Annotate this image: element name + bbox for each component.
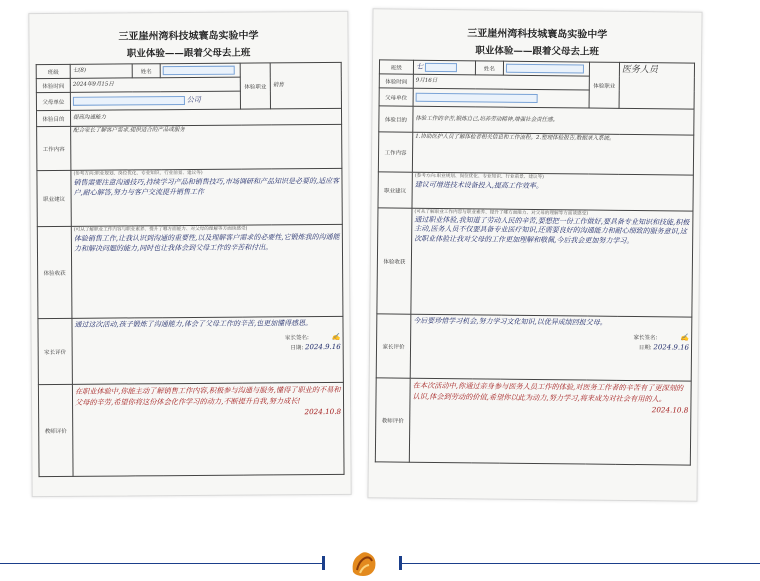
divider-right (402, 563, 760, 564)
advice-cell (71, 168, 342, 226)
job-label: 体验职业 (240, 63, 270, 109)
teacher-date-value: 2024.10.8 (304, 407, 342, 417)
feeling-cell (411, 208, 693, 317)
advice-label: 职业建议 (37, 170, 71, 226)
form-table (375, 59, 695, 465)
feeling-value: 通过职业体验,我知道了劳动人民的辛苦,要想把一份工作做好,要具备专业知识和技能,积极主动,医务人员不仅要具备专业医疗知识,还需要良好的沟通能力和耐心细致的服务意识,这次职业体验让我对父母的工作更加理解和敬佩,今后我会更加努力学习。 (414, 215, 690, 245)
teacher-comment-cell (409, 378, 691, 465)
parent-unit-value: 公司 (70, 91, 240, 110)
goal-value: 体验工作的辛苦,锻炼自己,培养劳动精神,增强社会责任感。 (413, 106, 694, 135)
class-value: 七(8) (70, 64, 132, 78)
advice-instructions: (参考方向:职业规划、岗位优化、专业知识、行业前景、建议等) (73, 170, 203, 177)
class-label: 班级 (36, 64, 70, 78)
parent-comment-value: 今后要珍惜学习机会,努力学习文化知识,以优异成绩回报父母。 (413, 316, 607, 327)
advice-value: 销售需要注意沟通技巧,持续学习产品和销售技巧,市场调研和产品知识是必要的,适应客户,耐心解答,努力与客户交流提升销售工作 (73, 176, 340, 197)
teacher-date-value: 2024.10.8 (651, 405, 689, 415)
job-label: 体验职业 (589, 62, 619, 108)
parent-sign-label: 家长签名: (284, 335, 309, 342)
goal-label: 体验目的 (36, 110, 70, 126)
name-label: 姓名 (475, 61, 503, 75)
school-name: 三亚崖州湾科技城寰岛实验中学 (118, 30, 259, 43)
date-value: 2024年9月15日 (70, 77, 240, 92)
parent-unit-label: 父母单位 (36, 92, 70, 110)
parent-date-label: 日期: (290, 345, 304, 352)
school-name: 三亚崖州湾科技城寰岛实验中学 (467, 28, 608, 41)
content-label: 工作内容 (37, 126, 71, 170)
parent-sign-label: 家长签名: (633, 335, 658, 342)
parent-comment-cell (72, 316, 343, 384)
class-label: 班级 (379, 60, 413, 74)
school-emblem-icon (347, 546, 381, 580)
class-cell: 七 (413, 60, 475, 75)
teacher-comment-value: 在本次活动中,你通过亲身参与医务人员工作的体验,对医务工作者的辛苦有了更深刻的认识,体会到劳动的价值,希望你以此为动力,努力学习,将来成为对社会有用的人。 (412, 380, 684, 404)
date-label: 体验时间 (36, 78, 70, 92)
parent-date-value: 2024.9.16 (304, 343, 341, 352)
parent-signature: ✍ (331, 333, 341, 342)
advice-value: 建议可增进技术设备投入,提高工作效率。 (414, 180, 543, 191)
content-label: 工作内容 (378, 132, 412, 172)
teacher-comment-label: 教师评价 (375, 378, 410, 462)
teacher-comment-cell (72, 382, 344, 476)
form-sheet-left (28, 11, 351, 497)
form-subtitle: 职业体验——跟着父母去上班 (475, 45, 599, 58)
parent-signature: ✍ (680, 333, 690, 342)
goal-label: 体验目的 (379, 106, 413, 132)
teacher-comment-value: 在职业体验中,你能主动了解销售工作内容,积极参与沟通与服务,懂得了职业的不易和父母的辛劳,希望你将这份体会化作学习的动力,不断提升自我,努力成长! (74, 384, 341, 407)
advice-cell (412, 172, 693, 211)
feeling-label: 体验收获 (377, 208, 412, 314)
divider-tick-left (322, 556, 325, 570)
form-subtitle: 职业体验——跟着父母去上班 (126, 47, 251, 60)
parent-unit-value (413, 88, 589, 108)
feeling-cell (71, 224, 343, 318)
teacher-comment-label: 教师评价 (38, 384, 73, 476)
advice-label: 职业建议 (378, 172, 412, 208)
job-value: 医务人员 (619, 62, 694, 109)
date-value: 9月16日 (413, 74, 589, 90)
feeling-label: 体验收获 (37, 226, 72, 318)
name-redacted (503, 61, 589, 76)
goal-value: 提高沟通能力 (70, 108, 341, 126)
name-redacted (160, 63, 240, 78)
date-label: 体验时间 (379, 74, 413, 88)
form-sheet-right (367, 8, 702, 501)
form-table (36, 62, 345, 477)
content-value: 1.协助医护人员了解体检者相关信息和工作流程。2.整理体检报告,数据录入系统。 (412, 132, 693, 175)
parent-comment-value: 通过这次活动,孩子锻炼了沟通能力,体会了父母工作的辛苦,也更加懂得感恩。 (74, 319, 313, 329)
parent-date-label: 日期: (638, 345, 652, 352)
job-value: 销售 (270, 62, 341, 108)
parent-unit-label: 父母单位 (379, 88, 413, 106)
advice-instructions: (参考方向:职业规划、岗位优化、专业知识、行业前景、建议等) (414, 173, 545, 181)
feeling-instructions: (可从了解职业工作内容与职业素养、提升了哪方面能力、对父母的理解等方面谈感受) (73, 226, 248, 233)
feeling-instructions: (可从了解职业工作内容与职业素养、提升了哪方面能力、对父母的理解等方面谈感受) (414, 209, 589, 217)
parent-comment-label: 家长评价 (38, 318, 72, 384)
parent-comment-label: 家长评价 (376, 314, 411, 378)
feeling-value: 体验销售工作,让我认识到沟通的重要性,以及理解客户需求的必要性,它锻炼我的沟通能力和解决问题的能力,同时也让我体会到父母工作的辛苦和付出。 (73, 232, 340, 253)
divider-left (0, 563, 322, 564)
content-value: 配合家长了解客户需求,提供适合的产品或服务 (71, 124, 342, 170)
parent-date-value: 2024.9.16 (653, 343, 690, 352)
parent-comment-cell (410, 314, 692, 381)
name-label: 姓名 (132, 64, 160, 78)
